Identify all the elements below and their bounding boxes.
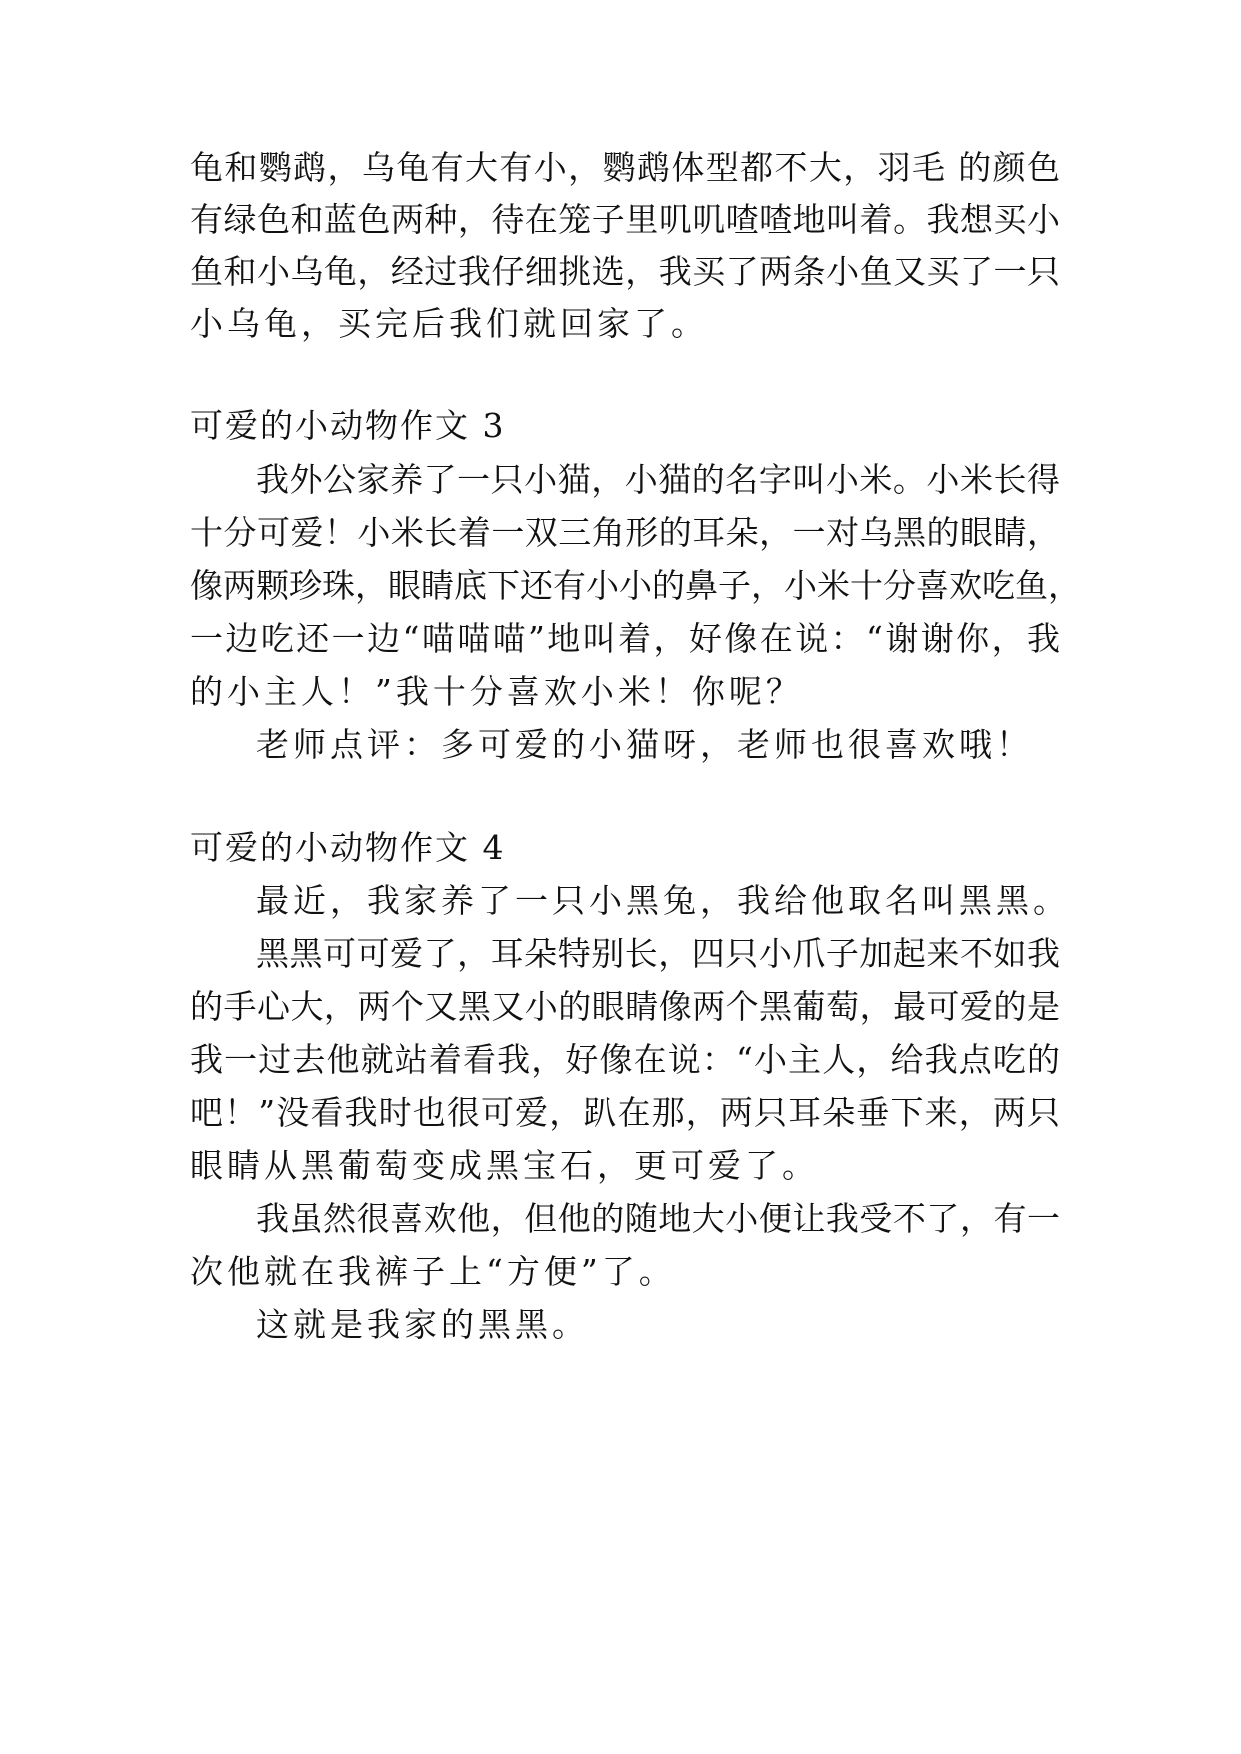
paragraph-line: 有绿色和蓝色两种，待在笼子里叽叽喳喳地叫着。我想买小 — [190, 200, 1060, 239]
teacher-comment: 老师点评：多可爱的小猫呀，老师也很喜欢哦！ — [256, 725, 1033, 764]
paragraph-line: 的手心大，两个又黑又小的眼睛像两个黑葡萄，最可爱的是 — [190, 987, 1060, 1026]
section-heading: 可爱的小动物作文 4 — [190, 828, 506, 867]
paragraph-line: 一边吃还一边“喵喵喵”地叫着，好像在说：“谢谢你，我 — [190, 619, 1060, 658]
paragraph-line: 眼睛从黑葡萄变成黑宝石，更可爱了。 — [190, 1146, 819, 1185]
paragraph-line: 次他就在我裤子上“方便”了。 — [190, 1252, 676, 1291]
section-heading: 可爱的小动物作文 3 — [190, 406, 506, 445]
paragraph-line: 最近，我家养了一只小黑兔，我给他取名叫黑黑。 — [256, 881, 1070, 920]
paragraph-line: 这就是我家的黑黑。 — [256, 1305, 589, 1344]
paragraph-line: 我虽然很喜欢他，但他的随地大小便让我受不了，有一 — [256, 1199, 1060, 1238]
paragraph-line: 龟和鹦鹉，乌龟有大有小，鹦鹉体型都不大，羽毛 的颜色 — [190, 148, 1060, 187]
paragraph-line: 的小主人！”我十分喜欢小米！你呢？ — [190, 672, 803, 711]
paragraph-line: 吧！”没看我时也很可爱，趴在那，两只耳朵垂下来，两只 — [190, 1093, 1060, 1132]
paragraph-line: 我外公家养了一只小猫，小猫的名字叫小米。小米长得 — [256, 460, 1060, 499]
paragraph-line: 像两颗珍珠，眼睛底下还有小小的鼻子，小米十分喜欢吃鱼， — [190, 566, 1081, 605]
paragraph-line: 鱼和小乌龟，经过我仔细挑选，我买了两条小鱼又买了一只 — [190, 252, 1060, 291]
paragraph-line: 我一过去他就站着看我，好像在说：“小主人，给我点吃的 — [190, 1040, 1060, 1079]
paragraph-line: 十分可爱！小米长着一双三角形的耳朵，一对乌黑的眼睛， — [190, 513, 1060, 552]
paragraph-line: 小乌龟，买完后我们就回家了。 — [190, 304, 708, 343]
paragraph-line: 黑黑可可爱了，耳朵特别长，四只小爪子加起来不如我 — [256, 934, 1060, 973]
